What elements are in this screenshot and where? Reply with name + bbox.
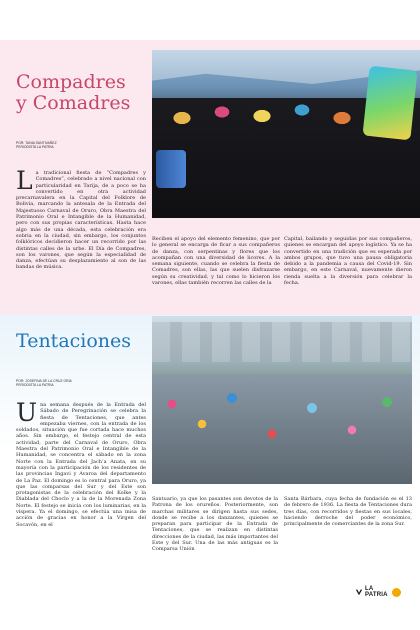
la-patria-logo-icon — [355, 588, 363, 596]
tentaciones-column-3 — [284, 496, 412, 527]
tentaciones-column-2 — [152, 496, 278, 553]
logo-text-line1: LA — [365, 586, 374, 592]
tentaciones-photo — [152, 316, 412, 484]
compadres-title-line2: y Comadres — [16, 92, 131, 114]
compadres-byline — [16, 141, 57, 150]
tentaciones-column-1 — [16, 398, 146, 528]
tentaciones-byline-author: POR: JOSEFINA DE LA CRUZ ORIA — [16, 379, 72, 383]
tentaciones-byline — [16, 379, 72, 388]
compadres-column-3-text: Capital, bailando y seguidas por sus compañeros, quienes se encargan del apoyo logístico. Ya se ha convertido en una tradición que es esperada por ambos grupos, que tuvo una pausa obligatoria debido a la pandemia a causa del Covid-19. Sin embargo, en este Carnaval, nuevamente dieron rienda suelta a la diversión para celebrar la fecha. — [284, 236, 412, 287]
tentaciones-column-1-text: na semana después de la Entrada del Sábado de Peregrinación se celebra la fiesta de Tentaciones, que antes empezaba viernes, con la entrada de los soldados, situación que fue cortada hace muchos años. Sin embargo, el festejo central de esta actividad, parte del Carnaval de Oruro, Obra Maestra del Patrimonio Oral e Intangible de la Humanidad, se concentra el sábado en la zona Norte con la Entrada del Jach’a Anata, en su mayoría con la participación de los residentes de las provincias Ingavi y Avaroa del departamento de La Paz. El domingo es lo central para Oruro, ya que las comparsas del Sur y del Este son protagonistas de la celebración del Kolke y la Diablada del Choclo y a la de la Morenada Zona Norte. El festejo se inicia con los luminarias, en la víspera. Ya el domingo, se efectúa una misa de acción de gracias en honor a la Virgen del Socavón, en el — [16, 402, 146, 528]
la-patria-logo — [355, 586, 401, 598]
compadres-column-2-text: Reciben el apoyo del elemento femenino, que por lo general se encarga de ficar a sus compañeros de danza, con serpentinas y flores que los acompañan con una diversidad de licores. A la semana siguiente, cuando se celebra la fiesta de Comadres, son ellas, las que suelen disfrazarse según su creatividad, y tal como lo hicieron los varones, ellas también recorren las calles de la — [152, 236, 280, 287]
logo-badge-icon — [392, 588, 401, 597]
compadres-byline-role: PERIODISTA LA PATRIA — [16, 145, 54, 150]
photo-parade-crowd — [152, 374, 412, 484]
photo-colorful-sign — [362, 66, 417, 141]
compadres-column-3 — [284, 236, 412, 286]
tentaciones-column-3-text: Santa Bárbara, cuya fecha de fundación es el 13 de febrero de 1936. La fiesta de Tentaciones dura tres días, con recorridos y fiestas en sus locales, haciendo derroche del poder económico, principalmente de comerciantes de la zona Sur. — [284, 496, 412, 528]
photo-drum — [156, 150, 186, 188]
compadres-byline-author: POR: TANIA SANTIVAÑEZ — [16, 141, 57, 145]
tentaciones-dropcap: U — [16, 398, 38, 427]
compadres-title-line1: Compadres — [16, 71, 126, 93]
compadres-title — [16, 72, 156, 114]
compadres-column-2 — [152, 236, 280, 286]
la-patria-logo-text — [365, 586, 388, 598]
compadres-column-1-text: a tradicional fiesta de “Compadres y Comadres”, celebrado a nivel nacional con particularidad en Tarija, de a poco se ha convertido en otra actividad precarnavalera en la Capital del Folklore de Bolivia, marcando la antesala de la Entrada del Majestuoso Carnaval de Oruro, Obra Maestra del Patrimonio Oral e Intangible de la Humanidad, pero con sus propias características. Hasta hace algo más de una década, esta celebración era sobria en la ciudad, sin embargo, los conjuntos folklóricos decidieron hacer un recorrido por las distintas calles de la urbe. El Día de Compadres, son los varones, que según la especialidad de danza, efectúan su desplazamiento al son de las bandas de música. — [16, 170, 146, 271]
logo-text-line2: PATRIA — [365, 592, 388, 598]
photo-buildings — [152, 322, 412, 362]
tentaciones-title: Tentaciones — [16, 330, 132, 352]
tentaciones-column-2-text: Santuario, ya que los pasantes son devotos de la Patrona de los orureños. Posteriormente, son marchas militares se dirigen hasta sus sedes, donde se recibe a los danzantes, quienes se preparan para participar de la Entrada de Tentaciones, que se realizan en distintas direcciones de la ciudad, las más importantes del Este y del Sur. Una de las más antiguas es la Comparsa Unión — [152, 496, 278, 553]
compadres-photo — [152, 50, 420, 218]
compadres-dropcap: L — [16, 166, 33, 195]
tentaciones-byline-role: PERIODISTA LA PATRIA — [16, 383, 54, 388]
compadres-column-1 — [16, 166, 146, 271]
